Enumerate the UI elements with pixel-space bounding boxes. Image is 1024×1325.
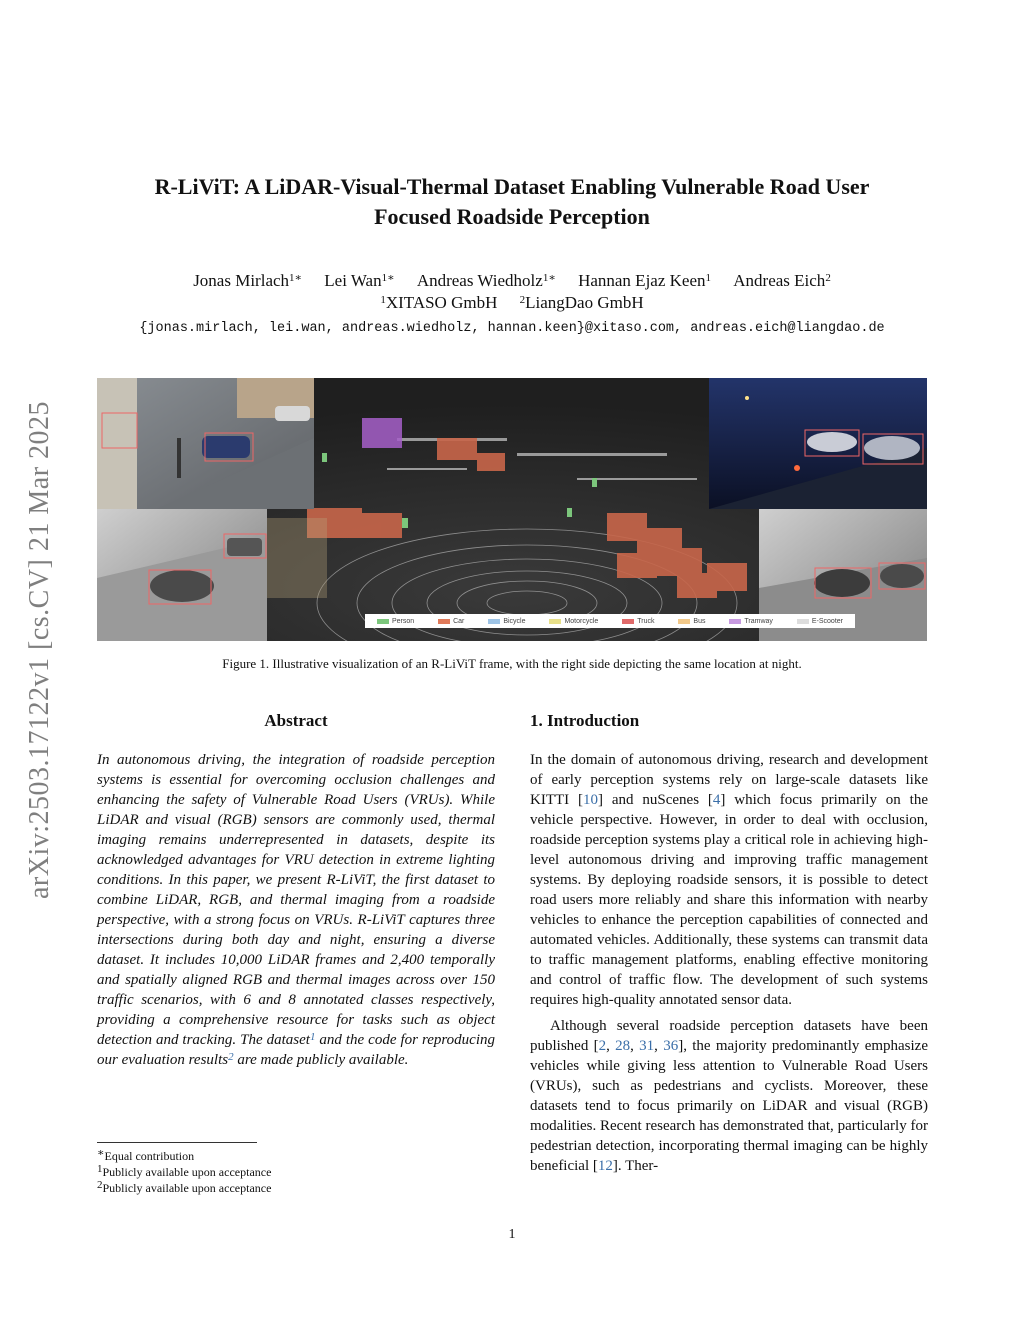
footnote: $^2$Publicly available upon acceptance (97, 1179, 272, 1195)
arxiv-id: arXiv:2503.17122v1 [cs.CV] 21 Mar 2025 (24, 400, 55, 900)
author: Andreas Wiedholz$^{1∗}$ (416, 271, 556, 290)
author: Andreas Eich$^2$ (733, 271, 831, 290)
intro-heading: 1. Introduction (530, 711, 640, 730)
author-block (90, 270, 934, 314)
citation-link[interactable]: 28 (615, 1038, 631, 1054)
figure-1 (97, 378, 927, 641)
legend-item: E-Scooter (797, 618, 843, 625)
legend-item: Person (377, 618, 414, 625)
citation-link[interactable]: 10 (583, 792, 599, 808)
paper-title (90, 172, 934, 232)
author: Lei Wan$^{1∗}$ (324, 271, 395, 290)
citation-link[interactable]: 36 (663, 1038, 679, 1054)
legend-item: Bus (678, 618, 705, 625)
citation-link[interactable]: 31 (639, 1038, 655, 1054)
figure-legend (365, 614, 855, 628)
title-line-1: R-LiViT: A LiDAR-Visual-Thermal Dataset Enabling Vulnerable Road User (154, 174, 870, 199)
footnote-rule (97, 1142, 257, 1143)
legend-item: Truck (622, 618, 654, 625)
affiliation: $^1$XITASO GmbH (380, 293, 498, 312)
affiliation-list (90, 292, 934, 314)
footnote: $^1$Publicly available upon acceptance (97, 1163, 272, 1179)
citation-link[interactable]: 12 (597, 1158, 613, 1174)
citation-link[interactable]: 4 (712, 792, 721, 808)
author-emails: {jonas.mirlach, lei.wan, andreas.wiedholz, hannan.keen}@xitaso.com, andreas.eich@liangdao.de (139, 321, 885, 336)
figure-caption: Figure 1. Illustrative visualization of an R-LiViT frame, with the right side depicting the same location at night. (222, 656, 802, 671)
citation-link[interactable]: 2 (598, 1038, 607, 1054)
intro-body (530, 750, 928, 1176)
author: Hannan Ejaz Keen$^1$ (578, 271, 711, 290)
intro-paragraph-2: Although several roadside perception datasets have been published [2, 28, 31, 36], the majority predominantly emphasize vehicles while giving less attention to Vulnerable Road Users (VRUs), such as pedestrians and cyclists. Moreover, these datasets tend to focus primarily on LiDAR and visual (RGB) modalities. Recent research has demonstrated that, particularly for pedestrian detection, incorporating thermal imaging can be highly beneficial [12]. Ther- (530, 1018, 928, 1174)
figure-1-illustration (97, 378, 927, 641)
legend-item: Bicycle (488, 618, 525, 625)
abstract-heading: Abstract (264, 711, 328, 730)
abstract-body: In autonomous driving, the integration of roadside perception systems is essential for overcoming occlusion challenges and enhancing the safety of Vulnerable Road Users (VRUs). While LiDAR and visual (RGB) sensors are commonly used, thermal imaging remains underrepresented in datasets, despite its acknowledged advantages for VRU detection in extreme lighting conditions. In this paper, we present R-LiViT, the first dataset to combine LiDAR, RGB, and thermal imaging from a roadside perspective, with a strong focus on VRUs. R-LiViT captures three intersections during both day and night, ensuring a diverse dataset. It includes 10,000 LiDAR frames and 2,400 temporally and spatially aligned RGB and thermal images across over 150 traffic scenarios, with 6 and 8 annotated classes respectively, providing a comprehensive resource for tasks such as object detection and tracking. The dataset$^1$ and the code for reproducing our evaluation results$^2$ are made publicly available. (97, 752, 495, 1068)
author-list (90, 270, 934, 292)
legend-item: Tramway (729, 618, 773, 625)
page-number: 1 (508, 1227, 516, 1242)
legend-item: Motorcycle (549, 618, 598, 625)
footnotes (97, 1148, 271, 1196)
title-line-2: Focused Roadside Perception (374, 204, 650, 229)
intro-paragraph-1: In the domain of autonomous driving, research and development of early perception systems rely on large-scale datasets like KITTI [10] and nuScenes [4] which focus primarily on the vehicle perspective. However, in order to deal with occlusion, roadside perception systems play a critical role in achieving high-level autonomous driving and improving traffic management systems. By deploying roadside sensors, it is possible to detect road users more reliably and share this information with nearby vehicles to enhance the perception capabilities of connected and automated vehicles. Additionally, these systems can transmit data to traffic management platforms, enabling effective monitoring and control of traffic flow. The development of such systems requires high-quality annotated sensor data. (530, 752, 928, 1008)
author: Jonas Mirlach$^{1∗}$ (193, 271, 303, 290)
legend-item: Car (438, 618, 464, 625)
arxiv-sidebar (13, 350, 67, 950)
footnote: ∗Equal contribution (97, 1147, 195, 1163)
affiliation: $^2$LiangDao GmbH (519, 293, 644, 312)
